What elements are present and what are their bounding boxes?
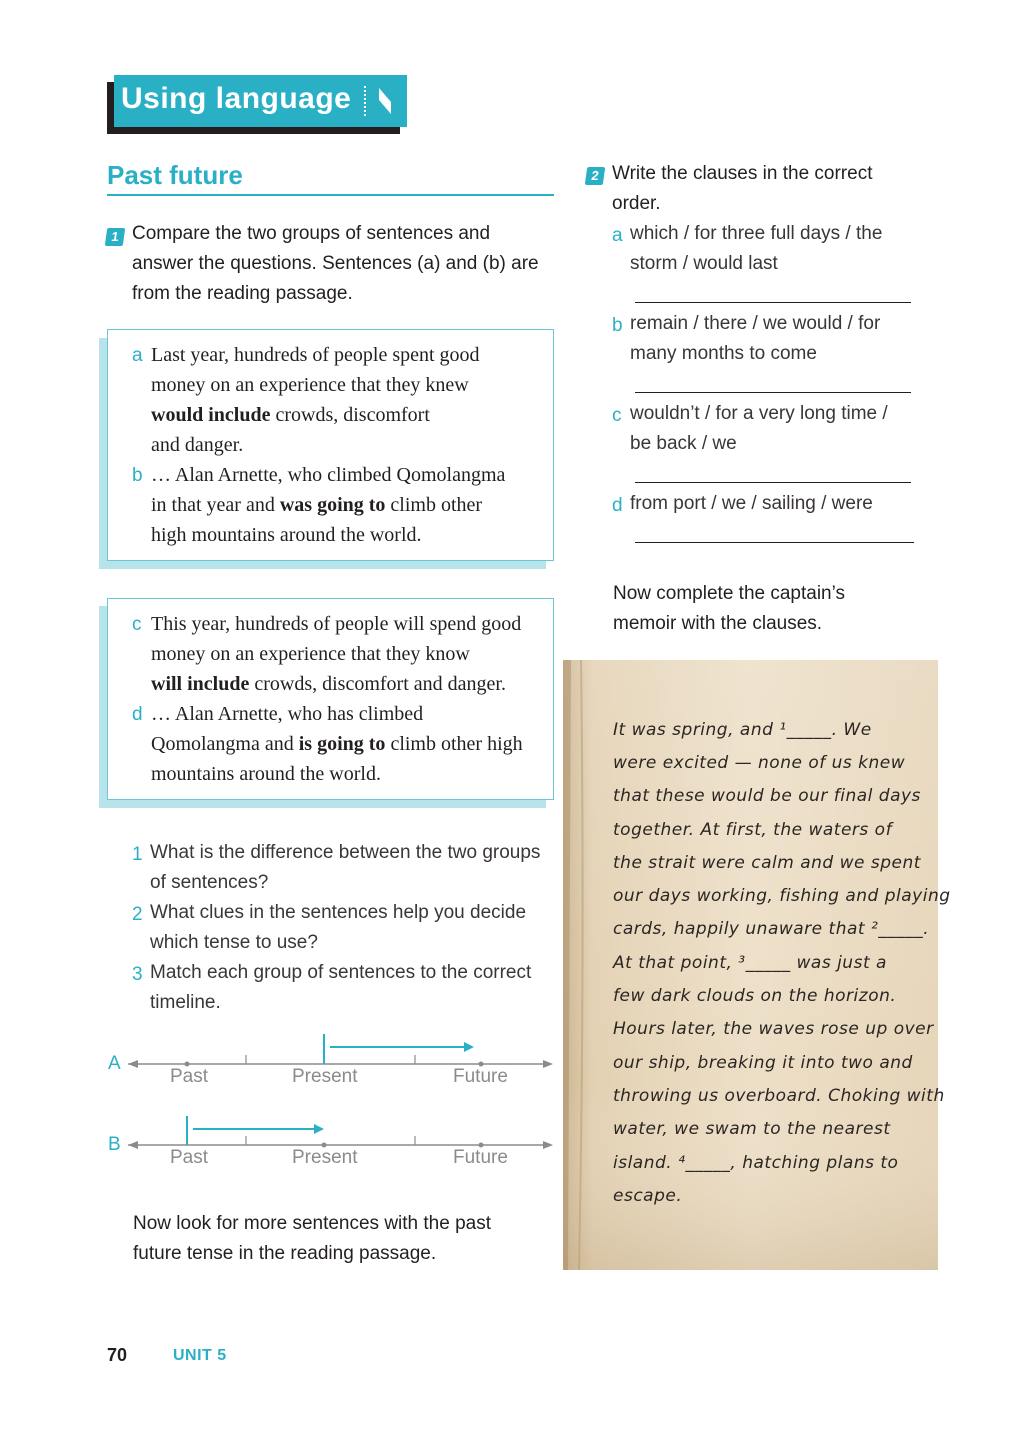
timeline-b [128,1116,553,1149]
example-letter: c [132,614,142,635]
instruction-line: Compare the two groups of sentences and [132,223,491,244]
answer-line-a[interactable] [635,302,911,303]
memoir-line: cards, happily unaware that ²_____. [613,919,930,939]
instruction-line: from the reading passage. [132,283,353,304]
exercise-1-followup: Now look for more sentences with the past future tense in the reading passage. [133,1213,492,1264]
axis-arrow-right [543,1060,553,1068]
question-2: What clues in the sentences help you decide which tense to use? [150,902,527,953]
question-number: 1 [132,844,143,865]
clause-letter: d [612,495,623,516]
clause-letter: a [612,225,623,246]
memoir-line: our ship, breaking it into two and [613,1053,913,1073]
question-3: Match each group of sentences to the correct timeline. [150,962,532,1013]
clause-b: remain / there / we would / for many months to come [630,313,881,364]
subheading: Past future [107,160,243,190]
axis-arrow-left [128,1141,138,1149]
question-1: What is the difference between the two groups of sentences? [150,842,541,893]
answer-line-c[interactable] [635,482,911,483]
timeline-label-present: Present [292,1066,358,1087]
timeline-label-future: Future [453,1066,508,1087]
range-arrowhead [464,1042,474,1052]
highlight-verb: will include [151,673,250,695]
highlight-verb: was going to [279,494,386,516]
timeline-label-past: Past [170,1147,209,1168]
example-sentence-d: … Alan Arnette, who has climbed Qomolangma and is going to climb other high mountains around the world. [151,703,523,785]
example-sentence-a: Last year, hundreds of people spent good money on an experience that they knew would include crowds, discomfort and danger. [151,344,480,456]
memoir-line: our days working, fishing and playing [613,886,951,906]
answer-line-b[interactable] [635,392,911,393]
example-letter: b [132,465,143,486]
range-arrowhead [314,1124,324,1134]
memoir-line: It was spring, and ¹_____. We [613,720,872,740]
exercise-2-followup: Now complete the captain’s memoir with the clauses. [613,583,845,634]
axis-arrow-left [128,1060,138,1068]
timeline-letter: A [108,1053,121,1074]
memoir-line: throwing us overboard. Choking with [613,1086,945,1106]
timeline-label-past: Past [170,1066,209,1087]
question-number: 3 [132,964,143,985]
subheading-rule [107,194,554,196]
timeline-letter: B [108,1134,121,1155]
memoir-line: that these would be our final days [613,786,921,806]
banner-divider [364,86,366,116]
memoir-line: the strait were calm and we spent [613,853,921,873]
unit-label: UNIT 5 [173,1347,227,1364]
memoir-line: island. ⁴_____, hatching plans to [613,1153,899,1173]
page-number: 70 [107,1345,128,1365]
bookmark-icon [378,88,392,114]
example-letter: a [132,345,143,366]
exercise-2-instruction: Write the clauses in the correct [612,163,873,184]
highlight-verb: would include [151,404,271,426]
clause-letter: b [612,315,623,336]
clause-c: wouldn’t / for a very long time / be back / we [630,403,888,454]
section-title: Using language [121,82,352,115]
memoir-line: Hours later, the waves rose up over [613,1019,934,1039]
answer-line-d[interactable] [635,542,914,543]
highlight-verb: is going to [298,733,386,755]
clause-d: from port / we / sailing / were [630,493,873,514]
exercise-1-number: 1 [105,228,126,246]
timeline-label-present: Present [292,1147,358,1168]
memoir-line: escape. [613,1186,683,1206]
memoir-line: At that point, ³_____ was just a [613,953,887,973]
example-sentence-c: This year, hundreds of people will spend good money on an experience that they know will include crowds, discomfort and danger. [151,613,522,695]
clause-a: which / for three full days / the storm / would last [630,223,883,274]
timeline-a [128,1034,553,1068]
clause-letter: c [612,405,622,426]
timeline-label-future: Future [453,1147,508,1168]
exercise-2-instruction-cont: order. [612,193,661,214]
memoir-line: few dark clouds on the horizon. [613,986,897,1006]
memoir-line: were excited — none of us knew [613,753,906,773]
exercise-1-instruction [132,219,539,309]
memoir-line: water, we swam to the nearest [613,1119,891,1139]
example-letter: d [132,704,143,725]
memoir-line: together. At first, the waters of [613,820,893,840]
exercise-2-number: 2 [585,167,606,185]
example-sentence-b: … Alan Arnette, who climbed Qomolangma in that year and was going to climb other high mountains around the world. [151,464,506,546]
axis-arrow-right [543,1141,553,1149]
question-number: 2 [132,904,143,925]
instruction-line: answer the questions. Sentences (a) and (b) are [132,253,539,274]
